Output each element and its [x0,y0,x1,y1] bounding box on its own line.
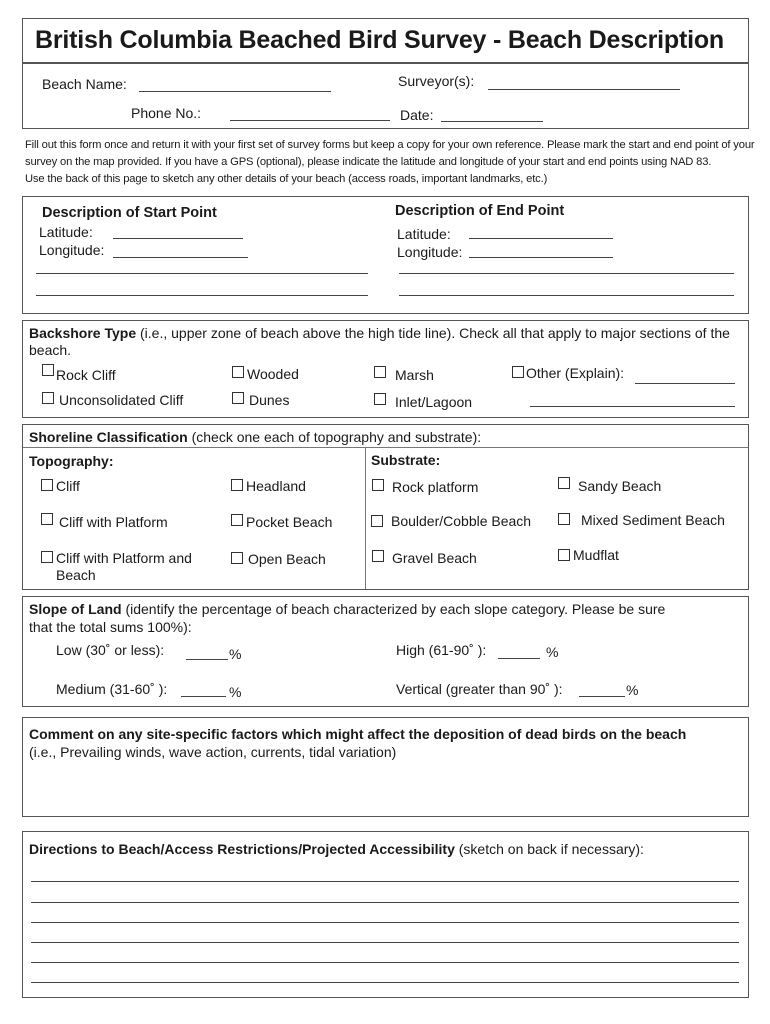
wooded-label: Wooded [247,366,299,382]
backshore-description [29,325,744,341]
high-slope-field[interactable] [498,658,540,659]
unconsolidated-cliff-label: Unconsolidated Cliff [59,392,184,408]
wooded-checkbox[interactable] [232,366,244,378]
shoreline-column-divider [365,447,366,589]
slope-desc-line-2: that the total sums 100%): [29,619,192,635]
vertical-slope-percent: % [626,682,639,698]
comment-heading: Comment on any site-specific factors which might affect the deposition of dead birds on the beach [29,726,687,742]
medium-slope-field[interactable] [181,696,226,697]
mudflat-checkbox[interactable] [558,549,570,561]
directions-description [29,841,644,857]
cliff-with-platform-label: Cliff with Platform [59,514,168,530]
phone-field[interactable] [230,120,390,121]
points-box [22,196,749,314]
substrate-heading: Substrate: [371,452,441,468]
sandy-beach-label: Sandy Beach [578,478,662,494]
page-title: British Columbia Beached Bird Survey - Beach Description [35,26,724,54]
start-latitude-field[interactable] [113,238,243,239]
comment-box[interactable] [22,717,749,817]
high-slope-label: High (61-90˚ ): [396,642,487,658]
cliff-with-platform-and-label: Cliff with Platform and [56,550,192,566]
marsh-label: Marsh [395,367,434,383]
end-longitude-label: Longitude: [397,244,463,260]
rock-platform-checkbox[interactable] [372,479,384,491]
shoreline-heading: Shoreline Classification [29,429,188,445]
low-slope-label: Low (30˚ or less): [56,642,165,658]
title-box [22,18,749,63]
dunes-checkbox[interactable] [232,392,244,404]
rock-cliff-checkbox[interactable] [42,364,54,376]
shoreline-desc: (check one each of topography and substrate): [187,429,482,445]
surveyors-field[interactable] [488,89,680,90]
cliff-checkbox[interactable] [41,479,53,491]
phone-label: Phone No.: [131,105,202,121]
high-slope-percent: % [546,644,559,660]
backshore-desc-line-1: (i.e., upper zone of beach above the high tide line). Check all that apply to major sections of the [136,325,730,341]
beach-name-label: Beach Name: [42,76,127,92]
backshore-box [22,320,749,418]
date-field[interactable] [441,121,543,122]
directions-line-5[interactable] [31,962,739,963]
directions-line-1[interactable] [31,881,739,882]
boulder-cobble-beach-checkbox[interactable] [371,515,383,527]
medium-slope-label: Medium (31-60˚ ): [56,681,168,697]
slope-heading: Slope of Land [29,601,122,617]
start-point-heading: Description of Start Point [42,205,217,221]
instructions-line-3: Use the back of this page to sketch any other details of your beach (access roads, important landmarks, etc.) [25,173,548,185]
cliff-with-platform-checkbox[interactable] [41,513,53,525]
backshore-desc-line-2: beach. [29,342,72,358]
end-point-heading: Description of End Point [395,203,565,219]
start-latitude-label: Latitude: [39,224,93,240]
boulder-cobble-beach-label: Boulder/Cobble Beach [391,513,532,529]
slope-box [22,596,749,707]
date-label: Date: [400,107,434,123]
gravel-beach-label: Gravel Beach [392,550,477,566]
instructions [25,137,765,188]
rock-cliff-label: Rock Cliff [56,367,116,383]
sandy-beach-checkbox[interactable] [558,477,570,489]
backshore-heading: Backshore Type [29,325,137,341]
directions-desc: (sketch on back if necessary): [454,841,644,857]
inlet-lagoon-label: Inlet/Lagoon [395,394,473,410]
end-longitude-field[interactable] [469,257,613,258]
other-label: Other (Explain): [526,365,625,381]
surveyors-label: Surveyor(s): [398,73,475,89]
other-explain-field[interactable] [635,383,735,384]
directions-line-6[interactable] [31,982,739,983]
mixed-sediment-beach-checkbox[interactable] [558,513,570,525]
topography-heading: Topography: [29,453,114,469]
end-latitude-field[interactable] [469,238,613,239]
end-description-line-1[interactable] [399,273,734,274]
start-longitude-field[interactable] [113,257,248,258]
medium-slope-percent: % [229,684,242,700]
open-beach-label: Open Beach [248,551,326,567]
shoreline-divider [23,447,748,448]
start-description-line-2[interactable] [36,295,368,296]
low-slope-field[interactable] [186,659,228,660]
start-description-line-1[interactable] [36,273,368,274]
cliff-label: Cliff [56,478,80,494]
marsh-checkbox[interactable] [374,366,386,378]
vertical-slope-field[interactable] [579,696,625,697]
cliff-with-platform-and-beach-checkbox[interactable] [41,551,53,563]
end-latitude-label: Latitude: [397,226,451,242]
headland-label: Headland [246,478,306,494]
open-beach-checkbox[interactable] [231,552,243,564]
header-box [22,63,749,129]
directions-line-4[interactable] [31,942,739,943]
rock-platform-label: Rock platform [392,479,479,495]
mixed-sediment-beach-label: Mixed Sediment Beach [581,512,725,528]
shoreline-description [29,429,481,445]
comment-desc: (i.e., Prevailing winds, wave action, currents, tidal variation) [29,744,397,760]
directions-line-2[interactable] [31,902,739,903]
directions-box [22,831,749,998]
other-checkbox[interactable] [512,366,524,378]
vertical-slope-label: Vertical (greater than 90˚ ): [396,681,563,697]
pocket-beach-checkbox[interactable] [231,514,243,526]
low-slope-percent: % [229,646,242,662]
shoreline-box [22,424,749,590]
end-description-line-2[interactable] [399,295,734,296]
directions-line-3[interactable] [31,922,739,923]
pocket-beach-label: Pocket Beach [246,514,333,530]
instructions-line-2: survey on the map provided. If you have a GPS (optional), please indicate the latitude and longitude of your start and end points using NAD 83. [25,156,712,168]
unconsolidated-cliff-checkbox[interactable] [42,392,54,404]
beach-name-field[interactable] [139,91,331,92]
start-longitude-label: Longitude: [39,242,105,258]
directions-heading: Directions to Beach/Access Restrictions/Projected Accessibility [29,841,455,857]
headland-checkbox[interactable] [231,479,243,491]
instructions-line-1: Fill out this form once and return it with your first set of survey forms but keep a copy for your own reference. Please mark the start and end point of your [25,139,755,151]
gravel-beach-checkbox[interactable] [372,550,384,562]
slope-description [29,601,665,617]
slope-desc-line-1: (identify the percentage of beach characterized by each slope category. Please be sure [121,601,666,617]
inlet-lagoon-checkbox[interactable] [374,393,386,405]
beach-label: Beach [56,567,96,583]
mudflat-label: Mudflat [573,547,619,563]
dunes-label: Dunes [249,392,290,408]
other-explain-field-2[interactable] [530,406,735,407]
